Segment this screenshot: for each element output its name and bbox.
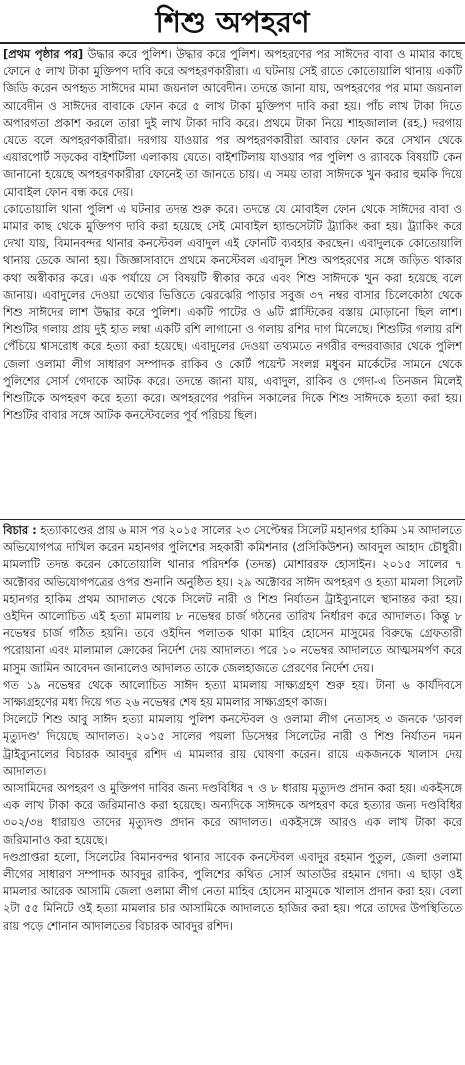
article-body-top (3, 46, 462, 516)
headline-rule (0, 42, 465, 44)
paragraph-1-text: উদ্ধার করে পুলিশ। উদ্ধার করে পুলিশ। অপহরণের পর সাঈদের বাবা ও মামার কাছে ফোনে ৫ লাখ টাকা মুক্তিপণ দাবি করে অপহরণকারীরা। এ ঘটনায় সেই রাতে কোতোয়ালি থানায় একটি জিডি করেন অপহৃত সাঈদের মামা জয়নাল আবেদীন। তদন্তে জানা যায়, অপহরণের পর মামা জয়নাল আবেদীন ও সাঈদের বাবাকে ফোন করে ৫ লাখ টাকা মুক্তিপণ দাবি করা হয়। পাঁচ লাখ টাকা দিতে অপারগতা প্রকাশ করলে তারা দুই লাখ টাকা দাবি করে। প্রথমে টাকা নিয়ে শাহজালাল (রহ.) দরগায় যেতে বলে অপহরণকারীরা। দরগায় যাওয়ার পর অপহরণকারীরা আবার ফোন করে সেখান থেকে এয়ারপোর্ট সড়কের বাইশটিলা এলাকায় যেতে। বাইশটিলায় যাওয়ার পর পুলিশ ও র‌্যাবকে বিষয়টি কেন জানানো হয়েছে অপহরণকারীরা ফোনেই তা জানতে চায়। এ সময় তারা সাঈদকে খুন করার হুমকি দিয়ে মোবাইল ফোন বন্ধ করে দেয়। (3, 48, 462, 199)
paragraph-3 (3, 522, 462, 677)
trial-label: বিচার : (3, 524, 37, 537)
paragraph-3-text: হত্যাকাণ্ডের প্রায় ৬ মাস পর ২০১৫ সালের ২৩ সেপ্টেম্বর সিলেট মহানগর হাকিম ১ম আদালতে অভিযোগপত্র দাখিল করেন মহানগর পুলিশের সহকারী কমিশনার (প্রসিকিউশন) আবদুল আহাদ চৌধুরী। মামলাটি তদন্ত করেন কোতোয়ালি থানার পরিদর্শক (তদন্ত) মোশাররফ হোসাইন। ২০১৫ সালের ৭ অক্টোবর অভিযোগপত্রের ওপর শুনানি অনুষ্ঠিত হয়। ২৯ অক্টোবর সাঈদ অপহরণ ও হত্যা মামলা সিলেট মহানগর হাকিম প্রথম আদালত থেকে সিলেট নারী ও শিশু নির্যাতন ট্রাইব্যুনালে স্থানান্তর করা হয়। ওইদিন আলোচিত এই হত্যা মামলায় ৮ নভেম্বর চার্জ গঠনের তারিখ নির্ধারণ করে আদালত। কিন্তু ৮ নভেম্বর চার্জ গঠিত হয়নি। তবে ওইদিন পলাতক থাকা মাহিব হোসেন মাসুমের বিরুদ্ধে গ্রেফতারী পরোয়ানা এবং মালামাল ক্রোকের নির্দেশ দেয় আদালত। পরে ১০ নভেম্বর আদালতে আত্মসমর্পণ করে মাসুম জামিন আবেদন জানালেও আদালত তাকে জেলহাজতে প্রেরণের নির্দেশ দেয়। (3, 524, 463, 675)
continued-label: [প্রথম পৃষ্ঠার পর] (3, 48, 84, 61)
paragraph-2: কোতোয়ালি থানা পুলিশ এ ঘটনার তদন্ত শুরু করে। তদন্তে যে মোবাইল ফোন থেকে সাঈদের বাবা ও মামার কাছ থেকে মুক্তিপণ দাবি করা হয়েছে সেই মোবাইল হ্যান্ডসেটটি ট্র্যাকিং করা হয়। ট্র্যাকিং করে দেখা যায়, বিমানবন্দর থানার কনস্টেবল এবাদুল এই ফোনটি ব্যবহার করছেন। এবাদুলকে কোতোয়ালি থানায় ডেকে আনা হয়। জিজ্ঞাসাবাদে প্রথমে কনস্টেবল এবাদুল শিশু অপহরণের সঙ্গে জড়িত থাকার কথা অস্বীকার করে। এক পর্যায়ে সে বিষয়টি স্বীকার করে এবং শিশু সাঈদকে খুন করা হয়েছে বলে জানায়। এবাদুলের দেওয়া তথ্যের ভিত্তিতে ঝেরঝেরি পাড়ার সবুজ ৩৭ নম্বর বাসার চিলেকোঠা থেকে শিশু সাঈদের লাশ উদ্ধার করে পুলিশ। একটি পাটের ও ৬টি প্লাস্টিকের বস্তায় মোড়ানো ছিল লাশ। শিশুটির গলায় প্রায় দুই হাত লম্বা একটি রশি লাগানো ও গলায় রশির দাগ মিলেছে। শিশুটির গলায় রশি পেঁচিয়ে শ্বাসরোধ করে হত্যা করা হয়েছে। এবাদুলের দেওয়া তথ্যমতে নগরীর বন্দরবাজার থেকে পুলিশ জেলা ওলামা লীগ সাধারণ সম্পাদক রাকিব ও কোর্ট পয়েন্ট সংলগ্ন মধুবন মার্কেটের সামনে থেকে পুলিশের সোর্স গেদাকে আটক করে। তদন্তে জানা যায়, এবাদুল, রাকিব ও গেদা-এ তিনজন মিলেই শিশুটিকে অপহরণ করে হত্যা করে। অপহরণের পরদিন সকালের দিকে শিশু সাঈদকে হত্যা করা হয়। শিশুটির বাবার সঙ্গে আটক কনস্টেবলের পূর্ব পরিচয় ছিল। (3, 202, 462, 423)
paragraph-6: আসামিদের অপহরণ ও মুক্তিপণ দাবির জন্য দণ্ডবিধির ৭ ও ৮ ধারায় মৃত্যুদণ্ড প্রদান করা হয়। একইসঙ্গে এক লাখ টাকা করে জরিমানাও করা হয়েছে। অন্যদিকে সাঈদকে অপহরণ করে হত্যার জন্য দণ্ডবিধির ৩০২/৩৪ ধারায়ও তাদের মৃত্যুদণ্ড প্রদান করে আদালত। একইসঙ্গে আরও এক লাখ টাকা করে জরিমানাও করা হয়েছে। (3, 782, 462, 847)
paragraph-1 (3, 46, 462, 201)
article-headline: শিশু অপহরণ (155, 5, 310, 39)
article-body-trial (3, 522, 462, 1062)
paragraph-4: গত ১৯ নভেম্বর থেকে আলোচিত সাঈদ হত্যা মামলায় সাক্ষ্যগ্রহণ শুরু হয়। টানা ৬ কার্যদিবসে সাক্ষ্যগ্রহণের মধ্য দিয়ে গত ২৬ নভেম্বর শেষ হয় মামলার সাক্ষ্যগ্রহণ কাজ। (3, 678, 462, 710)
paragraph-7: দণ্ডপ্রাপ্তরা হলো, সিলেটের বিমানবন্দর থানার সাবেক কনস্টেবল এবাদুর রহমান পুতুল, জেলা ওলামা লীগের সাধারণ সম্পাদক আবদুর রাকিব, পুলিশের কথিত সোর্স আতাউর রহমান গেদা। এ ছাড়া ওই মামলার আরেক আসামি জেলা ওলামা লীগ নেতা মাহিব হোসেন মাসুমকে খালাস প্রদান করা হয়। বেলা ২টা ৫৫ মিনিটে ওই হত্যা মামলার চার আসামিকে আদালতে হাজির করা হয়। পরে তাদের উপস্থিতিতে রায় পড়ে শোনান আদালতের বিচারক আবদুর রশিদ। (3, 850, 462, 933)
paragraph-5: সিলেটে শিশু আবু সাঈদ হত্যা মামলায় পুলিশ কনস্টেবল ও ওলামা লীগ নেতাসহ ৩ জনকে 'ডাবল মৃত্যুদণ্ড' দিয়েছে আদালত। ২০১৫ সালের পয়লা ডিসেম্বর সিলেটের নারী ও শিশু নির্যাতন দমন ট্রাইব্যুনালের বিচারক আবদুর রশিদ এ মামলার রায় ঘোষণা করেন। রায়ে একজনকে খালাস দেয় আদালত। (3, 713, 462, 778)
section-rule (0, 519, 465, 520)
